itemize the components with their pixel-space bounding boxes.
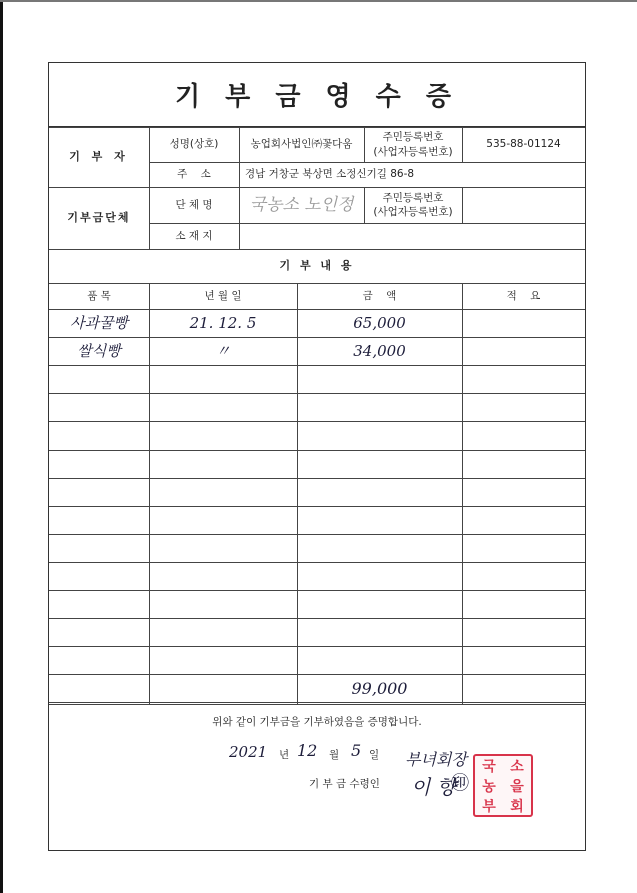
month-label: 월 (329, 749, 340, 761)
scan-top-edge (0, 0, 637, 2)
column-header-col-date: 년 월 일 (204, 289, 242, 302)
recipient-section-label: 기부금단체 (67, 210, 131, 224)
receiver-name: 이 향 (411, 775, 456, 799)
row-2-item-cell: 쌀식빵 (77, 342, 121, 361)
donor-name-label: 성명(상호) (169, 138, 219, 151)
donor-address-label: 주 소 (177, 168, 211, 181)
donor-address-value: 경남 거창군 북상면 소정신기길 86-8 (245, 168, 415, 181)
month-value: 12 (297, 741, 318, 760)
row-1-item-cell: 사과꿀빵 (70, 313, 128, 332)
receiver-label: 기 부 금 수령인 (309, 777, 380, 790)
scan-edge (0, 0, 3, 893)
donor-name-value: 농업회사법인㈜꽃다움 (250, 138, 353, 151)
seal-mark: ㊞ (451, 773, 469, 794)
donor-section-label: 기 부 자 (69, 149, 129, 163)
row-1-date-cell: 21. 12. 5 (189, 313, 257, 332)
receipt-form (48, 62, 586, 851)
total-amount: 99,000 (351, 678, 408, 698)
receiver-title: 부녀회장 (405, 750, 467, 769)
red-seal-stamp: 국 소 농 을 부 회 (473, 754, 533, 817)
contents-table (49, 283, 585, 704)
recipient-location-label: 소 재 지 (175, 229, 213, 242)
column-header-col-item: 품 목 (87, 289, 111, 302)
year-label: 년 (279, 749, 290, 761)
contents-section-title: 기 부 내 용 (279, 258, 355, 272)
recipient-reg-label: 주민등록번호 (사업자등록번호) (373, 191, 453, 218)
column-header-col-remarks: 적 요 (506, 289, 541, 302)
day-value: 5 (351, 741, 362, 760)
row-2-date-cell: 〃 (215, 342, 231, 361)
recipient-org-label: 단 체 명 (175, 198, 213, 211)
certification-statement: 위와 같이 기부금을 기부하였음을 증명합니다. (212, 715, 422, 728)
recipient-org-value: 국농소 노인정 (249, 194, 354, 215)
row-2-amount-cell: 34,000 (353, 342, 406, 361)
column-header-col-amount: 금 액 (362, 289, 397, 302)
donor-reg-value: 535-88-01124 (486, 138, 561, 151)
donor-reg-label: 주민등록번호 (사업자등록번호) (373, 131, 453, 158)
page-title: 기 부 금 영 수 증 (49, 63, 585, 127)
day-label: 일 (369, 749, 380, 761)
year-value: 2021 (229, 743, 268, 761)
row-1-amount-cell: 65,000 (353, 313, 406, 332)
issue-date (229, 743, 399, 769)
